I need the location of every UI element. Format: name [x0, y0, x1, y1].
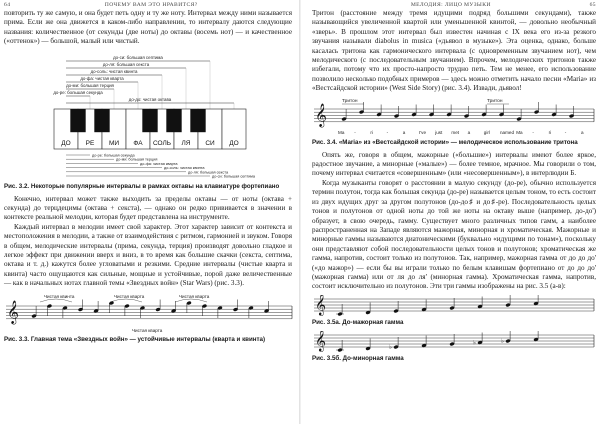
tritone-annotation: Тритон — [487, 98, 503, 104]
figure-caption-3-4: Рис. 3.4. «Maria» из «Вестсайдской истории» — мелодическое использование тритона — [312, 138, 578, 146]
interval-label-top: до-ми: большая терция — [66, 82, 114, 88]
key-label: ФА — [133, 139, 143, 147]
lyric-syllable: - — [386, 129, 389, 135]
lyric-syllable: Ma — [338, 129, 345, 135]
key-label: СОЛЬ — [152, 139, 172, 147]
treble-clef-icon: 𝄞 — [315, 294, 326, 315]
slur-line — [110, 299, 142, 302]
maria-staff — [312, 97, 596, 137]
key-label: РЕ — [85, 139, 95, 147]
c-major-scale-score — [312, 295, 596, 317]
c-minor-staff — [312, 331, 596, 353]
c-major-staff — [312, 295, 596, 317]
paragraph-left-2: Каждый интервал в мелодии имеет свой характер. Этот характер зависит от контекста и местоположения в мелодии, а также от взаимодействия с ритмом, гармонией и звуком. Говоря в общем, мелодические интервалы (прима, секунда, терция) производят довольно гладкое и легкое эффект при движении вверх и вниз, в то время как большие скачки (секста, септима, октава и т. д.) кажутся более угловатыми и резкими. Средние интервалы (чистые кварта и квинта) часто ощущаются как сильные, мощные и устойчивые, порой даже величественные — как в начальных нотах главной темы «Звездных войн» (Star Wars) (рис. 3.3). — [4, 222, 292, 288]
piano-keyboard-diagram — [4, 53, 296, 181]
interval-label-bottom: до-ми: большая терция — [116, 157, 158, 162]
lyric-syllable: I've — [419, 129, 427, 135]
lyric-syllable: a — [467, 129, 471, 135]
interval-label-top: до-ре: большая секунда — [53, 89, 103, 95]
interval-label-bottom: до-ля: большая секста — [188, 169, 229, 174]
interval-annotation: Чистая кварта — [132, 327, 163, 333]
interval-label-top: до-си: большая септима — [113, 54, 163, 60]
black-key — [190, 109, 205, 132]
paragraph-left-1: Конечно, интервал может также выходить за пределы октавы — от ноты (октава + секунда) до терцдецимы (октава + секста), — однако он редко прививается в значении в контексте реальной мелодии, которая будет представлена на инструменте. — [4, 194, 292, 222]
interval-annotation: Чистая кварта — [114, 293, 145, 299]
maria-score — [312, 97, 596, 137]
interval-label-bottom: до-соль: чистая квинта — [164, 165, 205, 170]
figure-caption-3-3: Рис. 3.3. Главная тема «Звездных войн» — устойчивые интервалы (кварта и квинта) — [4, 335, 266, 343]
lyric-syllable: girl — [483, 129, 490, 135]
interval-annotation: Чистая кварта — [179, 293, 210, 299]
figure-caption-3-5b: Рис. 3.5б. До-минорная гамма — [312, 354, 404, 362]
interval-label-bottom: до-ре: большая секунда — [92, 153, 135, 158]
lyric-syllable: - — [564, 129, 567, 135]
slur-line — [40, 299, 72, 302]
slur-line — [175, 299, 207, 302]
running-head-title-left: ПОЧЕМУ ВАМ ЭТО НРАВИТСЯ? — [104, 1, 198, 8]
flat-icon: ♭ — [501, 338, 504, 345]
lyric-syllable: ri — [370, 129, 373, 135]
interval-label-top: до-фа: чистая кварта — [80, 75, 124, 81]
paragraph-right-1: Опять же, говоря в общем, мажорные («большие») интервалы имеют более яркое, радостное звучание, а минорные («малые») — более темное, мрачное. Мы говорили о том, почему интервал считается «совершенным» (или «несовершенным»), в интерлюдии Б. — [312, 150, 596, 178]
star-wars-staff — [4, 292, 296, 334]
lyric-syllable: met — [451, 129, 460, 135]
interval-label-top: до-до: чистая октава — [128, 96, 172, 102]
black-key — [94, 109, 109, 132]
lyric-syllable: a — [581, 129, 584, 135]
lyric-syllable: - — [532, 129, 534, 135]
c-minor-scale-score — [312, 331, 596, 353]
black-key — [142, 109, 157, 132]
key-label: МИ — [108, 139, 120, 147]
treble-clef-icon: 𝄞 — [7, 301, 19, 324]
key-label: ЛЯ — [181, 139, 191, 147]
interval-label-top: до-соль: чистая квинта — [90, 68, 138, 74]
intro-paragraph-left: повторить ту же самую, и она будет петь одну и ту же ноту. Интервал между ними называется прима. Если же она движется в каком-либо направлении, то интервалу даются следующие названия: количественное (от секунды (две ноты) до октавы (восемь нот) — и качественное («оттенок») — большой, малый или чистый. — [4, 9, 292, 46]
flat-icon: ♭ — [389, 344, 392, 351]
running-head-right — [312, 0, 596, 9]
treble-clef-icon: 𝄞 — [315, 330, 326, 351]
key-label: СИ — [205, 139, 215, 147]
figure-caption-3-5a: Рис. 3.5а. До-мажорная гамма — [312, 318, 404, 326]
lyric-syllable: just — [435, 129, 443, 135]
lyric-syllable: - — [354, 129, 356, 135]
interval-annotation: Чистая квинта — [44, 293, 75, 299]
black-key — [70, 109, 85, 132]
page-number-right: 65 — [589, 1, 596, 8]
figure-caption-3-2: Рис. 3.2. Некоторые популярные интервалы в рамках октавы на клавиатуре фортепиано — [4, 182, 280, 190]
running-head-title-right: МЕЛОДИЯ: ЛИЦО МУЗЫКИ — [410, 1, 491, 8]
interval-label-top: до-ля: большая секста — [102, 61, 150, 67]
treble-clef-icon: 𝄞 — [315, 104, 327, 127]
tritone-annotation: Тритон — [342, 98, 358, 104]
running-head-left — [4, 0, 292, 9]
page-gutter — [299, 0, 301, 424]
lyric-syllable: ri — [548, 129, 552, 135]
paragraph-right-2: Когда музыканты говорят о расстоянии в малую секунду (до-ре), обычно используется термин полутон, тогда как большая секунда (до-ре) называется целым тоном, то есть состоит из двух идущих друг за другом полутонов (до-до♯ и до♯-ре). Последовательность целых тонов и полутонов от одной ноты до той же ноты на октаву выше (например, до-до') образует, в свою очередь, гамму. Существует много различных типов гамм, а наиболее распространенная на Западе являются мажорная, минорная и хроматическая. Мажорные и минорные гаммы называются диатоническими (буквально «идущими по тонам»), поскольку они представляют собой последовательности целых тонов и полутонов; хроматическая же гамма, напротив, состоит только из полутонов. Так, например, мажорная гамма от до до до' («до мажор») — если бы вы играли только по белым клавишам фортепиано от до до до' (мажорная гамма) или от ля до ля' (минорная гамма). Хроматическая гамма, напротив, состоит исключительно из полутонов. Эти три гаммы изображены на рис. 3.5 (а-в): — [312, 178, 596, 291]
intro-paragraph-right: Тритон (расстояние между тремя идущими подряд большими секундами), также называющийся увеличенной квартой или уменьшенной квинтой, — довольно необычный «зверь». В прошлом этот интервал был известен начиная с IX века его из-за резкого звучания называли diabolus in musica («дьявол в музыке»). Эта оценка, однако, больше касалась тритона как гармонического интервала (с одновременным звучанием нот), чем мелодического (с последовательным звучанием). Впрочем, мелодических тритонов также избегали, потому что их просто-напросто трудно петь. Тем не менее, его использование позволило несколько подобных примеров — здесь можно отметить начало песни «Maria» из «Вестсайдской истории» (West Side Story) (рис. 3.4). Извади, дьявол! — [312, 9, 596, 93]
key-label: ДО — [229, 139, 239, 147]
flat-icon: ♭ — [473, 340, 476, 347]
key-label: ДО — [61, 139, 71, 147]
piano-interval-figure — [4, 53, 292, 181]
black-key — [166, 109, 181, 132]
star-wars-score — [4, 292, 292, 334]
interval-label-bottom: до-си: большая септима — [212, 174, 256, 179]
page-number-left: 64 — [4, 1, 11, 8]
interval-label-bottom: до-фа: чистая кварта — [140, 161, 178, 166]
lyric-syllable: named — [500, 129, 515, 135]
lyric-syllable: Ma — [516, 129, 523, 135]
lyric-syllable: a — [402, 129, 406, 135]
right-page — [302, 0, 600, 424]
